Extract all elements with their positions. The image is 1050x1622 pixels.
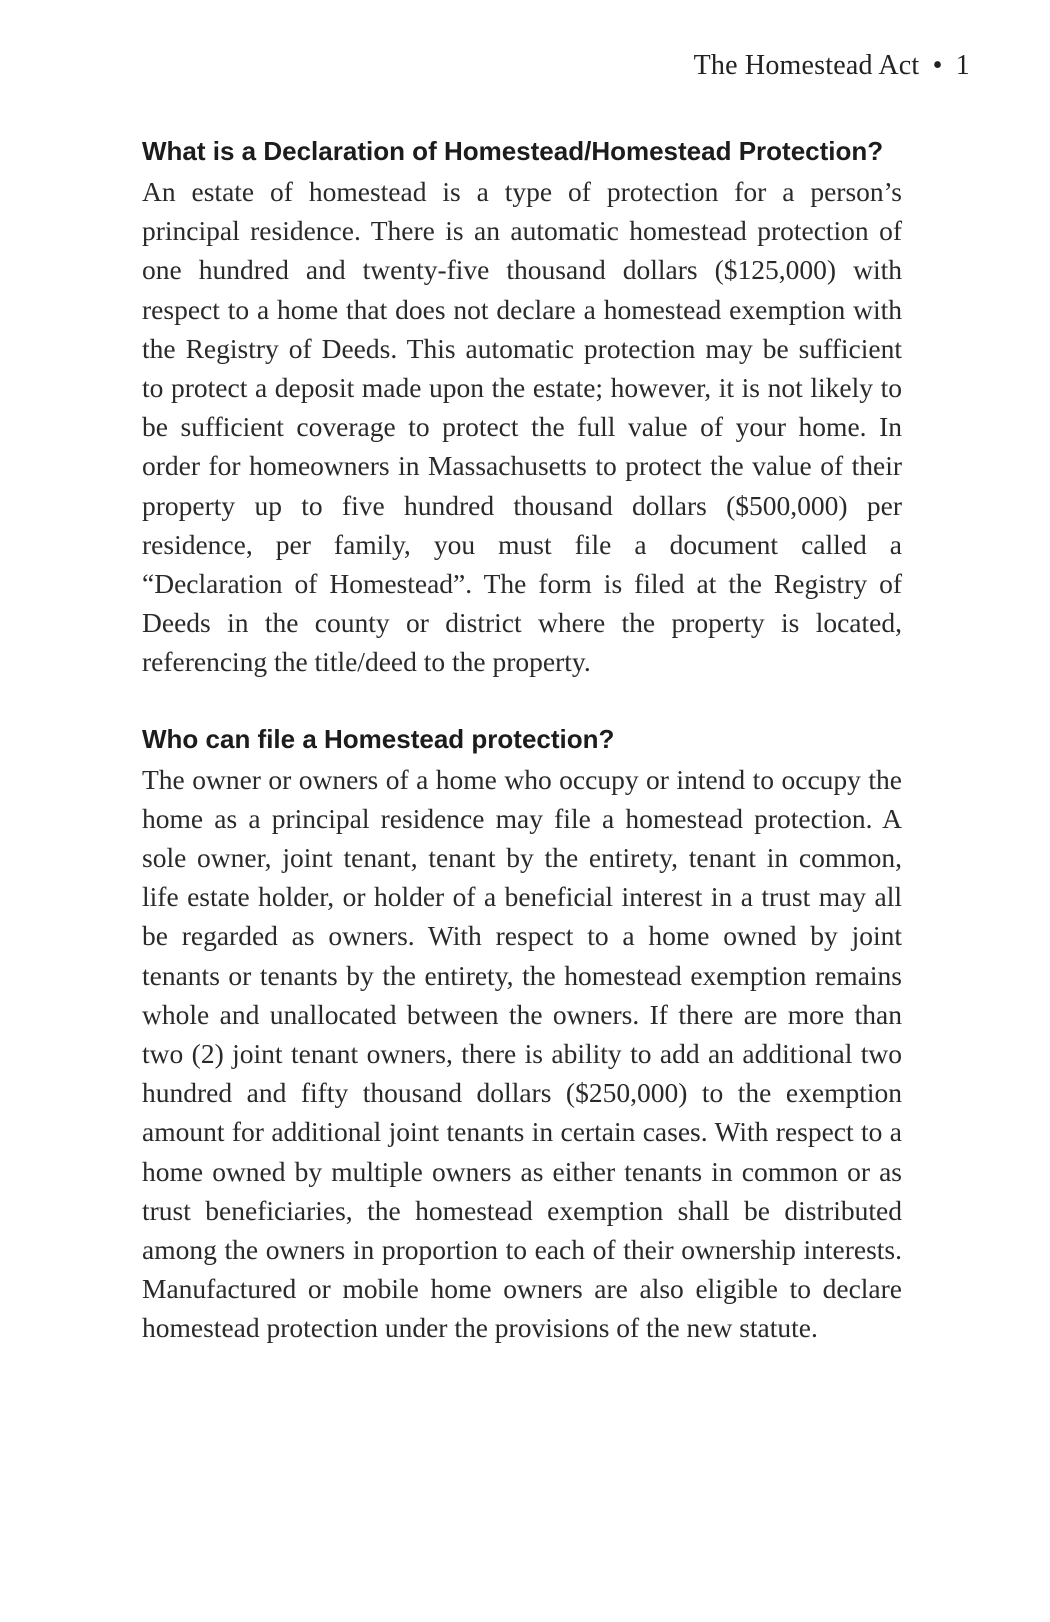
section-paragraph: An estate of homestead is a type of protection for a person’s principal residence. There is an automatic homestead protection of one hundred and twenty-five thousand dollars ($125,000) with respect to a home that does not declare a homestead exemption with the Registry of Deeds. This automatic protection may be sufficient to protect a deposit made upon the estate; however, it is not likely to be sufficient coverage to protect the full value of your home. In order for homeowners in Massachusetts to protect the value of their property up to five hundred thousand dollars ($500,000) per residence, per family, you must file a document called a “Declaration of Homestead”. The form is filed at the Registry of Deeds in the county or district where the property is located, referencing the title/deed to the property. [142,176,902,678]
section-who-can-file [142,722,902,1348]
section-declaration [142,134,902,682]
running-header [694,50,970,82]
page-number: 1 [955,50,970,81]
section-heading: What is a Declaration of Homestead/Homestead Protection? [142,136,884,166]
header-separator: • [932,50,943,81]
running-title: The Homestead Act [693,50,920,81]
page-body [142,134,902,1348]
section-paragraph: The owner or owners of a home who occupy or intend to occupy the home as a principal residence may file a homestead protection. A sole owner, joint tenant, tenant by the entirety, tenant in common, life estate holder, or holder of a beneficial interest in a trust may all be regarded as owners. With respect to a home owned by joint tenants or tenants by the entirety, the homestead exemption remains whole and unallocated between the owners. If there are more than two (2) joint tenant owners, there is ability to add an additional two hundred and fifty thousand dollars ($250,000) to the exemption amount for additional joint tenants in certain cases. With respect to a home owned by multiple owners as either tenants in common or as trust beneficiaries, the homestead exemption shall be distributed among the owners in proportion to each of their ownership interests. Manufactured or mobile home owners are also eligible to declare homestead protection under the provisions of the new statute. [142,763,902,1344]
section-heading: Who can file a Homestead protection? [142,723,615,754]
